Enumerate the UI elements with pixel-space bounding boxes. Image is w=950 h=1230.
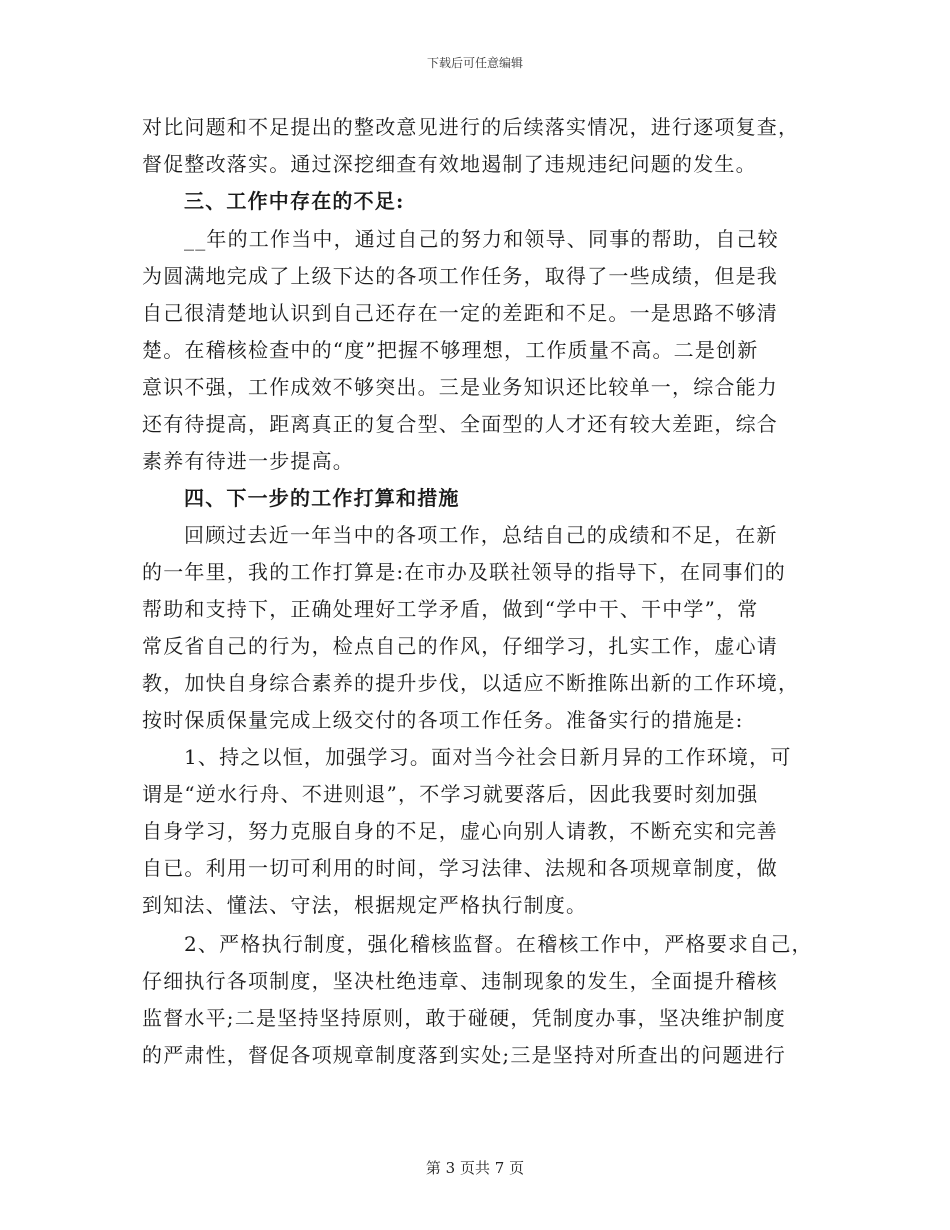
paragraph-line: 仔细执行各项制度，坚决杜绝违章、违制现象的发生，全面提升稽核: [142, 969, 778, 993]
paragraph-line: 教，加快自身综合素养的提升步伐，以适应不断推陈出新的工作环境，: [142, 671, 800, 695]
paragraph-line: 监督水平;二是坚持坚持原则，敢于碰硬，凭制度办事，坚决维护制度: [142, 1006, 786, 1030]
paragraph-line: __年的工作当中，通过自己的努力和领导、同事的帮助，自己较: [184, 227, 779, 251]
paragraph-line: 常反省自己的行为，检点自己的作风，仔细学习，扎实工作，虚心请: [142, 634, 778, 658]
paragraph-line: 2、严格执行制度，强化稽核监督。在稽核工作中，严格要求自己，: [184, 932, 813, 956]
paragraph-line: 为圆满地完成了上级下达的各项工作任务，取得了一些成绩，但是我: [142, 264, 778, 288]
section-heading-4: 四、下一步的工作打算和措施: [184, 486, 460, 510]
paragraph-line: 对比问题和不足提出的整改意见进行的后续落实情况，进行逐项复查，: [142, 115, 800, 139]
paragraph-line: 到知法、懂法、守法，根据规定严格执行制度。: [142, 893, 588, 917]
paragraph-line: 还有待提高，距离真正的复合型、全面型的人才还有较大差距，综合: [142, 412, 778, 436]
paragraph-line: 的严肃性，督促各项规章制度落到实处;三是坚持对所查出的问题进行: [142, 1043, 786, 1067]
paragraph-line: 自己很清楚地认识到自己还存在一定的差距和不足。一是思路不够清: [142, 301, 778, 325]
paragraph-line: 帮助和支持下，正确处理好工学矛盾，做到“学中干、干中学”，常: [142, 597, 759, 621]
paragraph-line: 意识不强，工作成效不够突出。三是业务知识还比较单一，综合能力: [142, 375, 778, 399]
paragraph-line: 素养有待进一步提高。: [142, 449, 354, 473]
paragraph-line: 的一年里，我的工作打算是:在市办及联社领导的指导下，在同事们的: [142, 560, 786, 584]
paragraph-line: 督促整改落实。通过深挖细查有效地遏制了违规违纪问题的发生。: [142, 152, 757, 176]
section-heading-3: 三、工作中存在的不足:: [184, 189, 405, 213]
page-footer: 第 3 页共 7 页: [425, 1159, 525, 1177]
paragraph-line: 按时保质保量完成上级交付的各项工作任务。准备实行的措施是:: [142, 708, 744, 732]
page-header: 下载后可任意编辑: [426, 56, 523, 70]
paragraph-line: 自已。利用一切可利用的时间，学习法律、法规和各项规章制度，做: [142, 856, 778, 880]
paragraph-line: 谓是“逆水行舟、不进则退”，不学习就要落后，因此我要时刻加强: [142, 782, 759, 806]
paragraph-line: 自身学习，努力克服自身的不足，虚心向别人请教，不断充实和完善: [142, 819, 778, 843]
paragraph-line: 楚。在稽核检查中的“度”把握不够理想，工作质量不高。二是创新: [142, 338, 759, 362]
paragraph-line: 1、持之以恒，加强学习。面对当今社会日新月异的工作环境，可: [184, 745, 792, 769]
paragraph-line: 回顾过去近一年当中的各项工作，总结自己的成绩和不足，在新: [184, 523, 778, 547]
